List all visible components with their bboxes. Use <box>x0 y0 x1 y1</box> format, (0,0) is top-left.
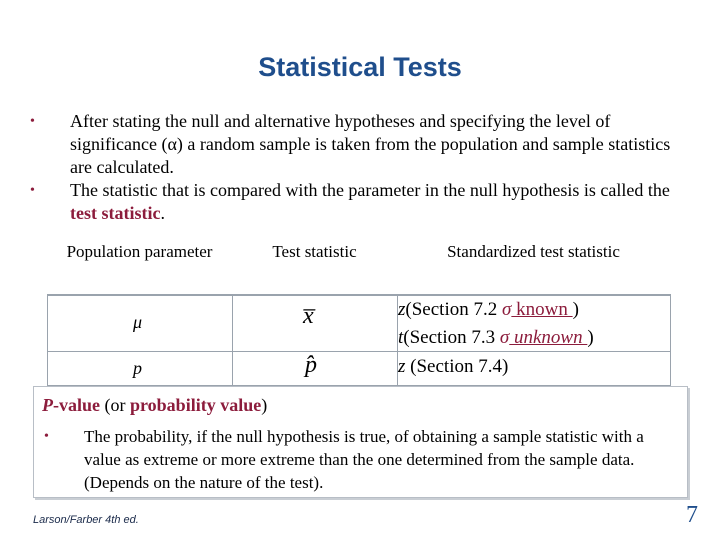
bullet-icon: • <box>30 114 35 129</box>
header-standardized: Standardized test statistic <box>447 242 620 261</box>
intro-bullets <box>30 110 690 225</box>
footer-credit: Larson/Farber 4th ed. <box>33 514 139 526</box>
parameter-mu: μ <box>133 312 143 332</box>
header-test-statistic: Test statistic <box>272 242 357 261</box>
bullet-item <box>30 179 690 225</box>
column-divider <box>232 294 233 387</box>
bullet-text: After stating the null and alternative hypotheses and specifying the level of significance (α) a random sample is taken from the population and sample statistics are calculated. <box>70 111 671 177</box>
p-value-heading: P-value (or probability value) <box>42 395 268 415</box>
statistic-p-hat: p̂ <box>305 352 317 378</box>
standardized-z-known: z(Section 7.2 σ known ) <box>398 299 579 320</box>
bullet-icon: • <box>30 183 35 198</box>
row-divider <box>47 351 670 352</box>
standardized-z-proportion: z (Section 7.4) <box>398 356 509 377</box>
bullet-icon: • <box>44 429 49 444</box>
bullet-item <box>30 110 690 179</box>
standardized-t-unknown: t(Section 7.3 σ unknown ) <box>398 327 594 348</box>
header-population-parameter: Population parameter <box>66 242 213 261</box>
parameter-p: p <box>133 358 142 378</box>
bullet-text-end: . <box>160 203 165 223</box>
p-value-box <box>33 386 688 498</box>
p-value-bullets <box>44 425 684 494</box>
bullet-text: The statistic that is compared with the parameter in the null hypothesis is called the <box>70 180 670 200</box>
statistic-x-bar: x̅ <box>303 303 314 329</box>
test-statistic-term: test statistic <box>70 203 161 223</box>
statistics-table <box>47 237 670 387</box>
page-number: 7 <box>686 502 698 528</box>
bullet-item <box>44 425 684 494</box>
slide-title: Statistical Tests <box>258 52 462 82</box>
bullet-text: The probability, if the null hypothesis is true, of obtaining a sample statistic with a value as extreme or more extreme than the one determined from the sample data. (Depends on the nature of the test). <box>84 427 644 492</box>
